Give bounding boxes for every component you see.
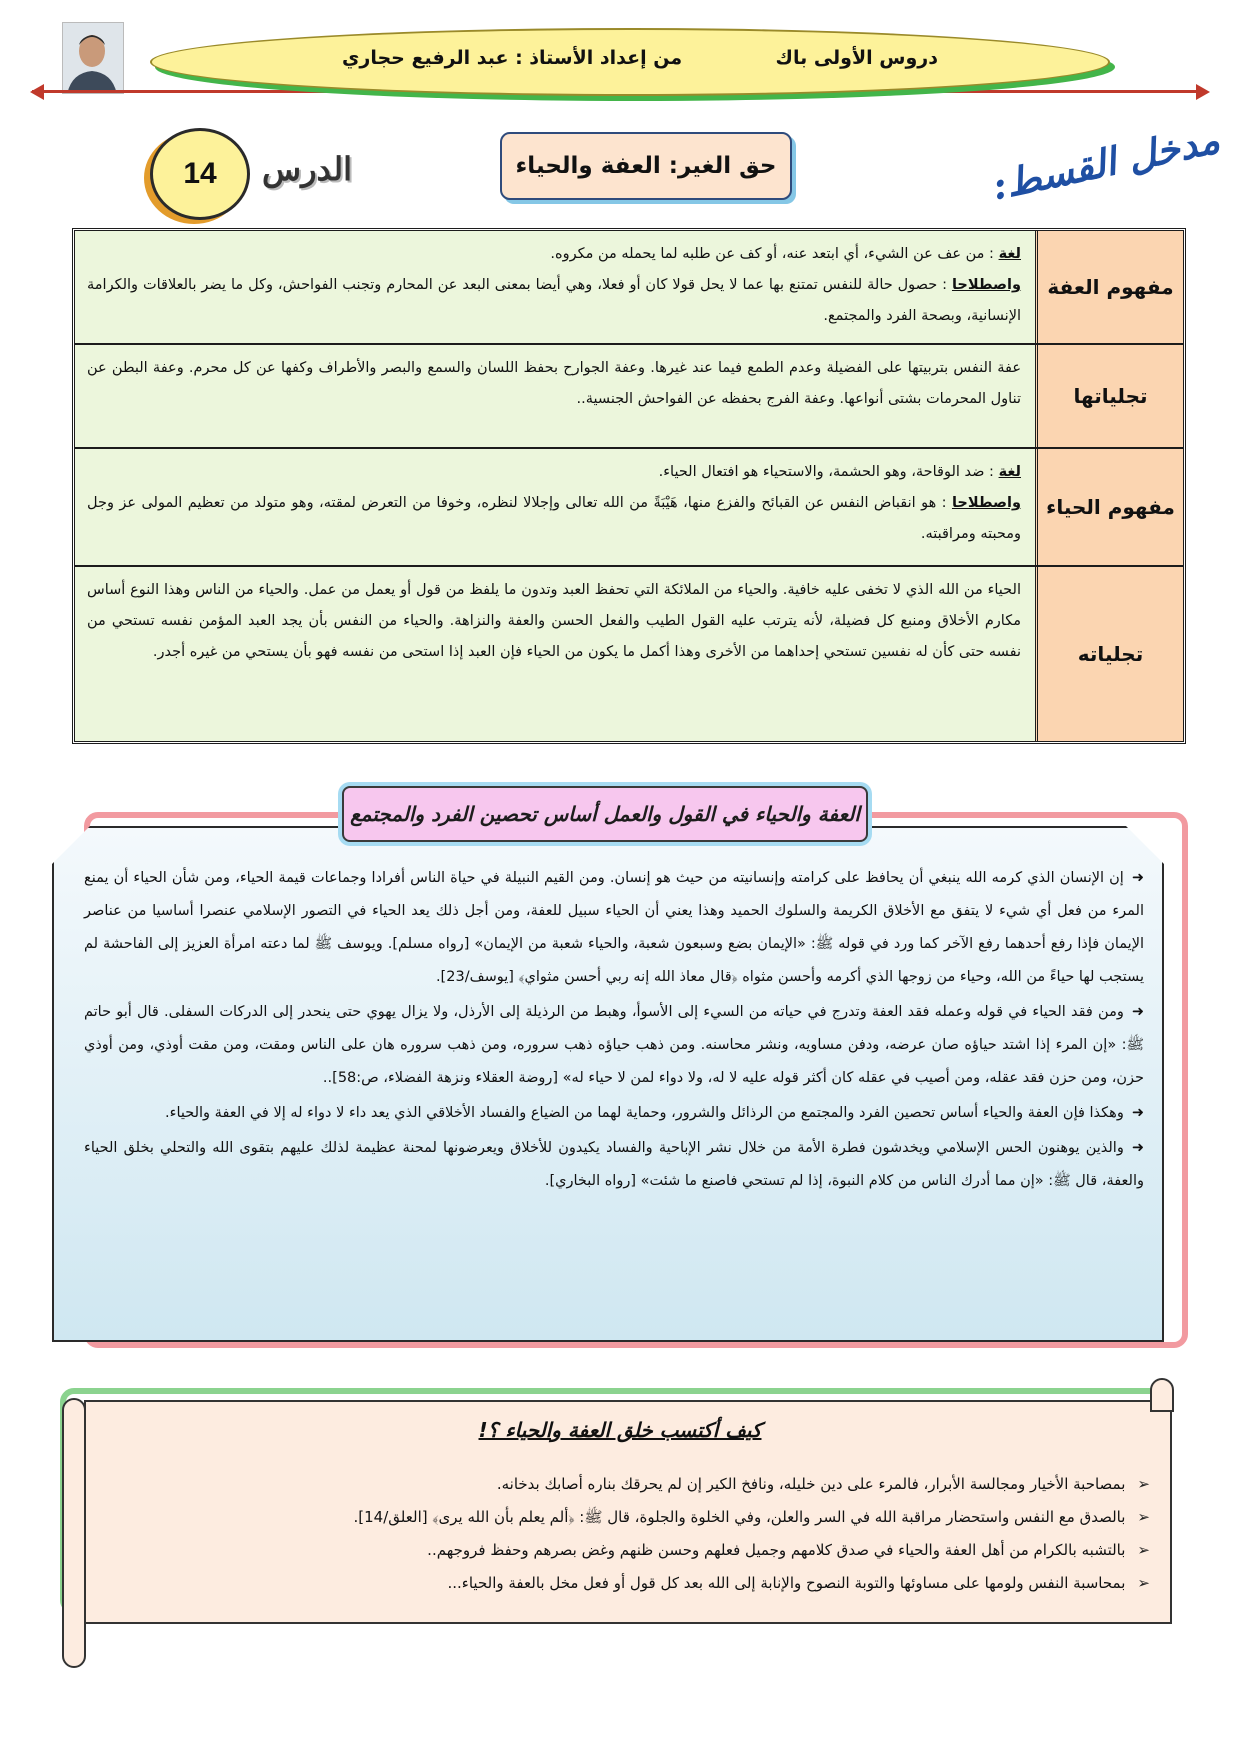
arrow-bullet-icon: ➜: [1131, 1004, 1144, 1020]
row-content: [75, 345, 1035, 447]
triangle-bullet-icon: ➢: [1137, 1508, 1150, 1526]
term-key: واصطلاحا: [951, 495, 1021, 511]
arrow-left-icon: [30, 84, 44, 100]
row-heading: تجلياته: [1035, 567, 1183, 741]
section-title-text: العفة والحياء في القول والعمل أساس تحصين الفرد والمجتمع: [350, 802, 860, 826]
triangle-bullet-icon: ➢: [1137, 1475, 1150, 1493]
table-row: [75, 231, 1183, 345]
lesson-label: الدرس: [262, 150, 352, 188]
row-content: [75, 449, 1035, 565]
section-label: مدخل القسط:: [987, 116, 1224, 209]
arrow-bullet-icon: ➜: [1131, 870, 1144, 886]
list-item-text: بالصدق مع النفس واستحضار مراقبة الله في السر والعلن، وفي الخلوة والجلوة، قال ﷺ: ﴿ألم يعلم بأن الله يرى﴾ [العلق/14].: [353, 1508, 1126, 1526]
paragraph-text: وهكذا فإن العفة والحياء أساس تحصين الفرد والمجتمع من الرذائل والشرور، وحماية لهما من الضياع والفساد الأخلاقي الذي يعد داء لا دواء له إلا في العفة والحياء.: [165, 1105, 1124, 1121]
paragraph-text: والذين يوهنون الحس الإسلامي ويخدشون فطرة الأمة من خلال نشر الإباحية والفساد يكيدون للأخلاق ويعرضونها لمحنة عظيمة لذلك عليهم بتقوى الله والتحلي بخلق الحياء والعفة، قال ﷺ: «إن مما أدرك الناس من كلام النبوة، إذا لم تستحي فاصنع ما شئت» [رواه البخاري].: [84, 1140, 1144, 1189]
paragraph: [84, 862, 1144, 994]
lesson-title-box: [500, 132, 792, 200]
person-avatar-icon: [62, 23, 123, 94]
row-heading: تجلياتها: [1035, 345, 1183, 447]
list-item: [150, 1567, 1150, 1600]
triangle-bullet-icon: ➢: [1137, 1574, 1150, 1592]
term-text: الحياء من الله الذي لا تخفى عليه خافية. والحياء من الملائكة التي تحفظ العبد وتدون ما يلفظ من قول أو يعمل من عمل. والحياء من الناس وهذا النوع أساس مكارم الأخلاق ومنبع كل فضيلة، لأنه يترتب عليه القول الطيب والفعل الحسن والعفة والنزاهة. والحياء من النفس بأن يجد العبد المؤمن نفسه تستحي من نفسه حتى كأن له نفسين تستحي إحداهما من الأخرى وهذا أكمل ما يكون من الحياء فإن العبد إذا استحى من نفسه فهو بأن يستحي من غيره أجدر.: [87, 582, 1021, 660]
author-credit: من إعداد الأستاذ : عبد الرفيع حجاري: [342, 47, 683, 69]
paragraph: [84, 996, 1144, 1095]
table-row: [75, 449, 1183, 567]
paragraph-text: ومن فقد الحياء في قوله وعمله فقد العفة وتدرج في حياته من السيء إلى الأسوأ، وهبط من الرذيلة إلى الأرذل، ولا يزال يهوي حتى ينحدر إلى الدركات السفلى. قال أبو حاتم ﷺ: «إن المرء إذا اشتد حياؤه صان عرضه، ودفن مساويه، ونشر محاسنه. ومن ذهب حياؤه ذهب سروره، ومن ذهب سروره هان على الناس ومقت، ومن مقت أوذي، ومن أوذي حزن، ومن حزن فقد عقله، ومن أصيب في عقله كان أكثر قوله عليه لا له، ولا دواء لمن لا حياء له» [روضة العقلاء ونزهة الفضلاء، ص:58]..: [84, 1004, 1144, 1086]
list-item-text: بالتشبه بالكرام من أهل العفة والحياء في صدق كلامهم وجميل فعلهم وحسن ظنهم وغض بصرهم وحفظ فروجهم..: [427, 1541, 1126, 1559]
row-content: [75, 231, 1035, 343]
triangle-bullet-icon: ➢: [1137, 1541, 1150, 1559]
lesson-number: 14: [183, 157, 217, 190]
header-banner: [150, 28, 1110, 96]
lesson-number-badge: [150, 128, 250, 220]
term-text: : من عف عن الشيء، أي ابتعد عنه، أو كف عن طلبه لما يحمله من مكروه.: [550, 246, 994, 262]
author-photo: [62, 22, 124, 94]
table-row: [75, 567, 1183, 741]
scroll-roll-left: [62, 1398, 86, 1668]
arrow-bullet-icon: ➜: [1131, 1140, 1144, 1156]
scroll-roll-top: [1150, 1378, 1174, 1412]
paragraph: [84, 1132, 1144, 1198]
lesson-title: حق الغير: العفة والحياء: [515, 153, 777, 179]
table-row: [75, 345, 1183, 449]
term-key: لغة: [998, 246, 1021, 262]
term-key: لغة: [998, 464, 1021, 480]
list-item: [150, 1534, 1150, 1567]
paragraph: [84, 1097, 1144, 1130]
term-text: عفة النفس بتربيتها على الفضيلة وعدم الطمع فيما عند غيرها. وعفة الجوارح بحفظ اللسان والسمع والبصر والأطراف وكفها عن كل محرم. وعفة البطن عن تناول المحرمات بشتى أنواعها. وعفة الفرج بحفظه عن الفواحش الجنسية..: [87, 360, 1021, 407]
arrow-right-icon: [1196, 84, 1210, 100]
arrow-bullet-icon: ➜: [1131, 1105, 1144, 1121]
list-item-text: بمحاسبة النفس ولومها على مساوئها والتوبة النصوح والإنابة إلى الله بعد كل قول أو فعل مخل بالعفة والحياء...: [447, 1574, 1126, 1592]
paragraph-text: إن الإنسان الذي كرمه الله ينبغي أن يحافظ على كرامته وإنسانيته من حيث هو إنسان. ومن القيم النبيلة في حياة الناس أفرادا وجماعات قيمة الحياء، ومن شأن الحياء أن يمنع المرء من فعل أي شيء لا يتفق مع الأخلاق الكريمة والسلوك الحميد وهذا يعني أن الحياء سبيل للعفة، ومن أجل ذلك يعد الحياء في التصور الإسلامي عنصرا أساسيا من عناصر الإيمان فإذا رفع أحدهما رفع الآخر كما ورد في قوله ﷺ: «الإيمان بضع وسبعون شعبة، والحياء شعبة من الإيمان» [رواه مسلم]. ويوسف ﷺ لما دعته امرأة العزيز إلى الفاحشة لم يستجب لها حياءً من الله، وحياء من زوجها الذي أكرمه وأحسن مثواه ﴿قال معاذ الله إنه ربي أحسن مثواي﴾ [يوسف/23].: [84, 870, 1144, 985]
row-content: [75, 567, 1035, 741]
tips-list: [150, 1468, 1150, 1600]
scroll-title: كيف أكتسب خلق العفة والحياء ؟!: [478, 1418, 762, 1442]
definitions-table: [72, 228, 1186, 744]
row-heading: مفهوم الحياء: [1035, 449, 1183, 565]
term-text: : هو انقباض النفس عن القبائح والفزع منها، هَيْبَةً من الله تعالى وإجلالا لنظره، وخوفا من التعرض لمقته، وهو متولد من تعظيم المولى عز وجل ومحبته ومراقبته.: [87, 495, 1021, 542]
term-text: : ضد الوقاحة، وهو الحشمة، والاستحياء هو افتعال الحياء.: [658, 464, 994, 480]
section-body: [84, 862, 1144, 1200]
list-item: [150, 1468, 1150, 1501]
term-text: : حصول حالة للنفس تمتنع بها عما لا يحل قولا كان أو فعلا، وهي أيضا بمعنى البعد عن المحارم وتجنب الفواحش، وكل ما يضر بالعلاقات والكرامة الإنسانية، وبصحة الفرد والمجتمع.: [87, 277, 1021, 324]
section-title: [342, 786, 868, 842]
list-item: [150, 1501, 1150, 1534]
list-item-text: بمصاحبة الأخيار ومجالسة الأبرار، فالمرء على دين خليله، ونافخ الكير إن لم يحرقك بناره أصابك بدخانه.: [496, 1475, 1126, 1493]
course-name: دروس الأولى باك: [775, 47, 938, 69]
term-key: واصطلاحا: [951, 277, 1022, 293]
row-heading: مفهوم العفة: [1035, 231, 1183, 343]
